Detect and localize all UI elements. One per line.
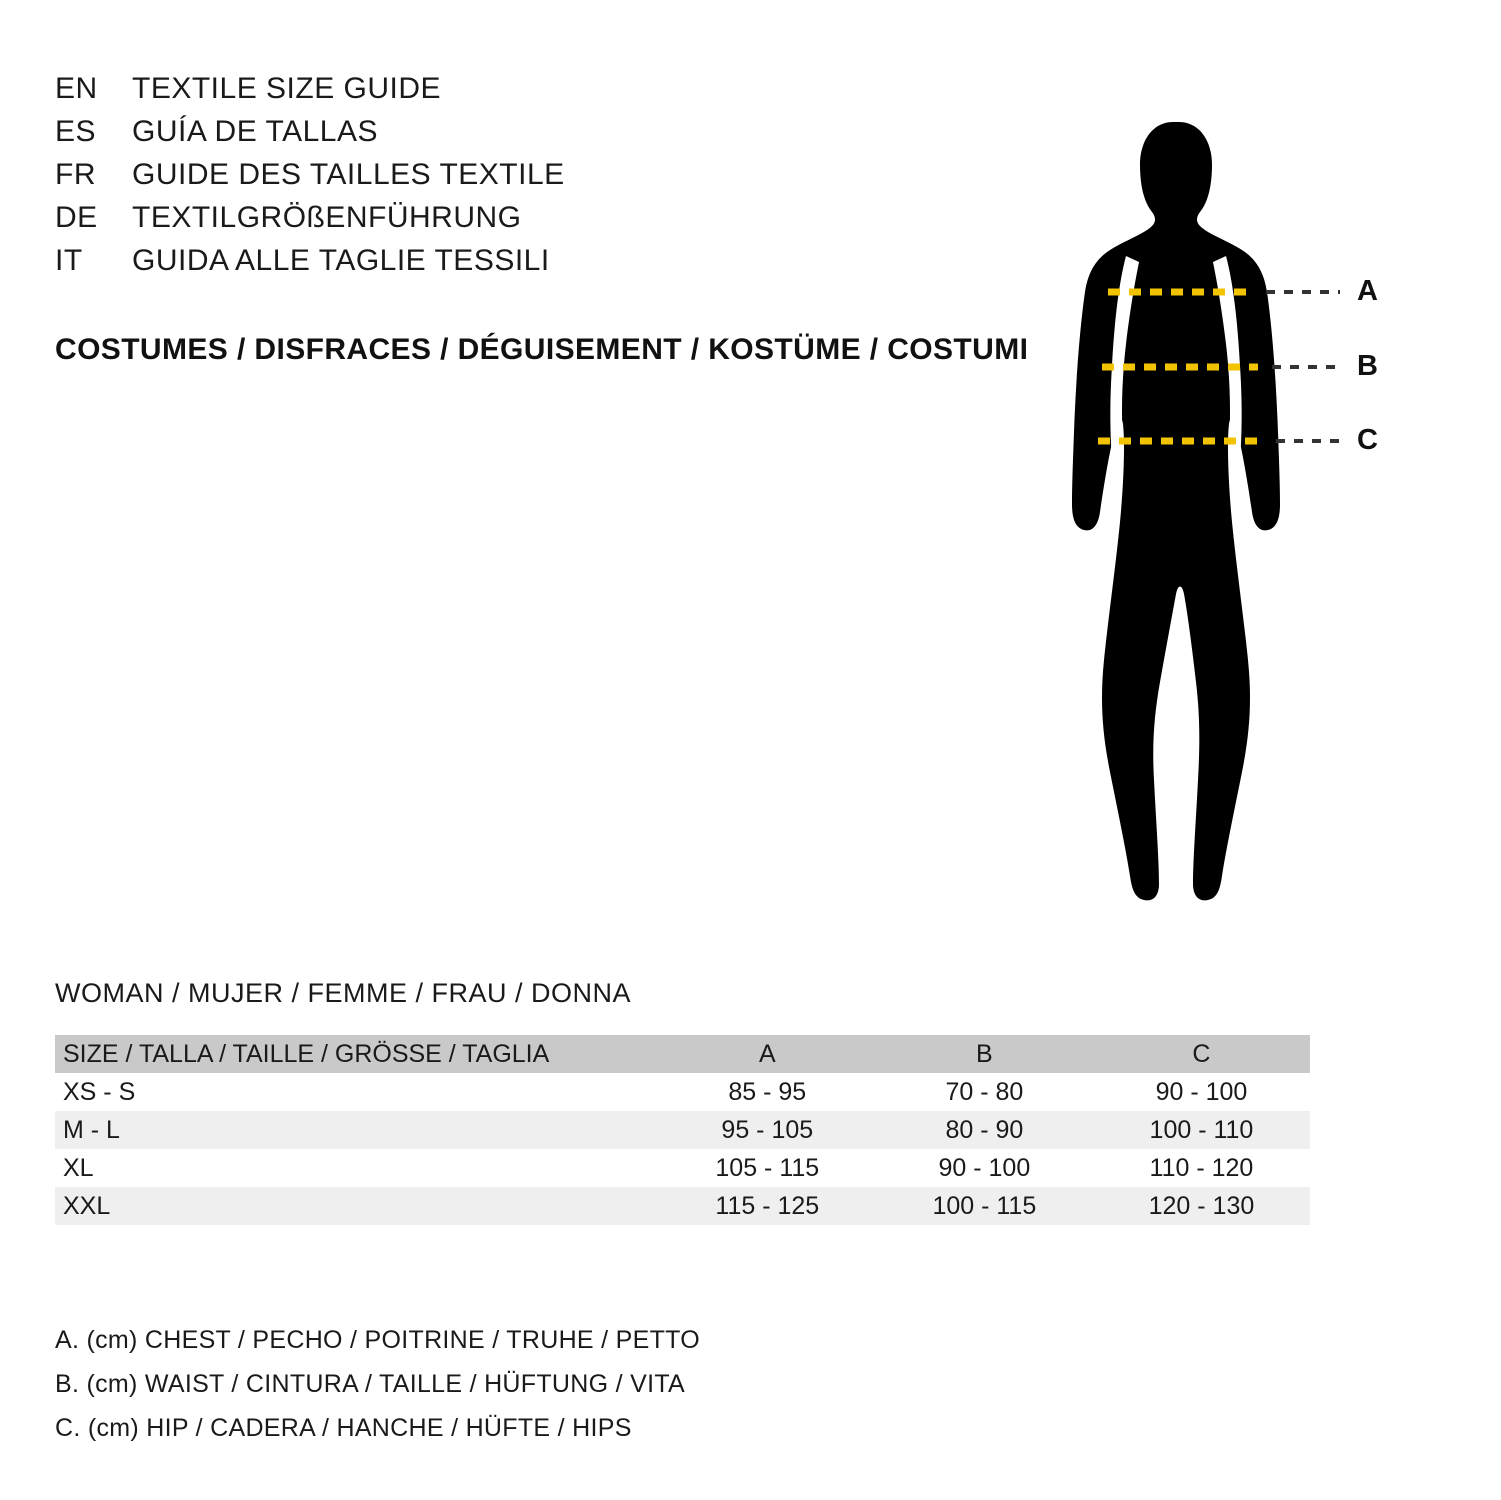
table-row [55, 1149, 1310, 1187]
language-row [55, 115, 1055, 158]
cell-waist: 90 - 100 [938, 1153, 1031, 1182]
column-header-size: SIZE / TALLA / TAILLE / GRÖSSE / TAGLIA [55, 1035, 659, 1073]
language-code: FR [55, 158, 96, 191]
costumes-subtitle: COSTUMES / DISFRACES / DÉGUISEMENT / KOSTÜME / COSTUMI [55, 333, 1029, 366]
silhouette-icon [1040, 60, 1460, 940]
cell-chest: 115 - 125 [715, 1191, 820, 1220]
column-header-c: C [1093, 1035, 1310, 1073]
legend-item-b: B. (cm) WAIST / CINTURA / TAILLE / HÜFTUNG / VITA [55, 1370, 686, 1398]
size-table [55, 1035, 1310, 1225]
language-title: TEXTILE SIZE GUIDE [132, 72, 442, 105]
cell-hip: 100 - 110 [1149, 1115, 1254, 1144]
cell-waist: 70 - 80 [945, 1077, 1024, 1106]
column-header-b: B [876, 1035, 1093, 1073]
language-title: GUIDE DES TAILLES TEXTILE [132, 158, 565, 191]
table-row [55, 1111, 1310, 1149]
female-silhouette-diagram [1040, 60, 1460, 940]
language-row [55, 158, 1055, 201]
language-code: DE [55, 201, 98, 234]
language-row [55, 201, 1055, 244]
language-title: TEXTILGRÖßENFÜHRUNG [132, 201, 522, 234]
table-row [55, 1187, 1310, 1225]
table-title: WOMAN / MUJER / FEMME / FRAU / DONNA [55, 978, 631, 1008]
cell-size: XS - S [63, 1077, 136, 1106]
cell-size: M - L [63, 1115, 120, 1144]
measure-label-a: A [1357, 275, 1378, 307]
legend-item-a: A. (cm) CHEST / PECHO / POITRINE / TRUHE / PETTO [55, 1326, 701, 1354]
cell-chest: 105 - 115 [715, 1153, 820, 1182]
measurement-legend [55, 1318, 700, 1450]
language-row [55, 72, 1055, 115]
table-header-row [55, 1035, 1310, 1073]
measure-label-b: B [1357, 350, 1378, 382]
language-title: GUIDA ALLE TAGLIE TESSILI [132, 244, 550, 277]
language-list [55, 72, 1055, 287]
cell-size: XXL [63, 1191, 111, 1220]
language-code: EN [55, 72, 98, 105]
legend-item-c: C. (cm) HIP / CADERA / HANCHE / HÜFTE / HIPS [55, 1414, 632, 1442]
cell-chest: 85 - 95 [728, 1077, 807, 1106]
cell-waist: 80 - 90 [945, 1115, 1024, 1144]
cell-size: XL [63, 1153, 94, 1182]
cell-chest: 95 - 105 [721, 1115, 814, 1144]
language-title: GUÍA DE TALLAS [132, 115, 378, 148]
cell-hip: 120 - 130 [1148, 1191, 1255, 1220]
cell-waist: 100 - 115 [932, 1191, 1037, 1220]
table-row [55, 1073, 1310, 1111]
cell-hip: 90 - 100 [1155, 1077, 1248, 1106]
language-code: IT [55, 244, 83, 277]
cell-hip: 110 - 120 [1149, 1153, 1254, 1182]
language-row [55, 244, 1055, 287]
language-code: ES [55, 115, 97, 148]
column-header-a: A [659, 1035, 876, 1073]
measure-label-c: C [1357, 424, 1378, 456]
